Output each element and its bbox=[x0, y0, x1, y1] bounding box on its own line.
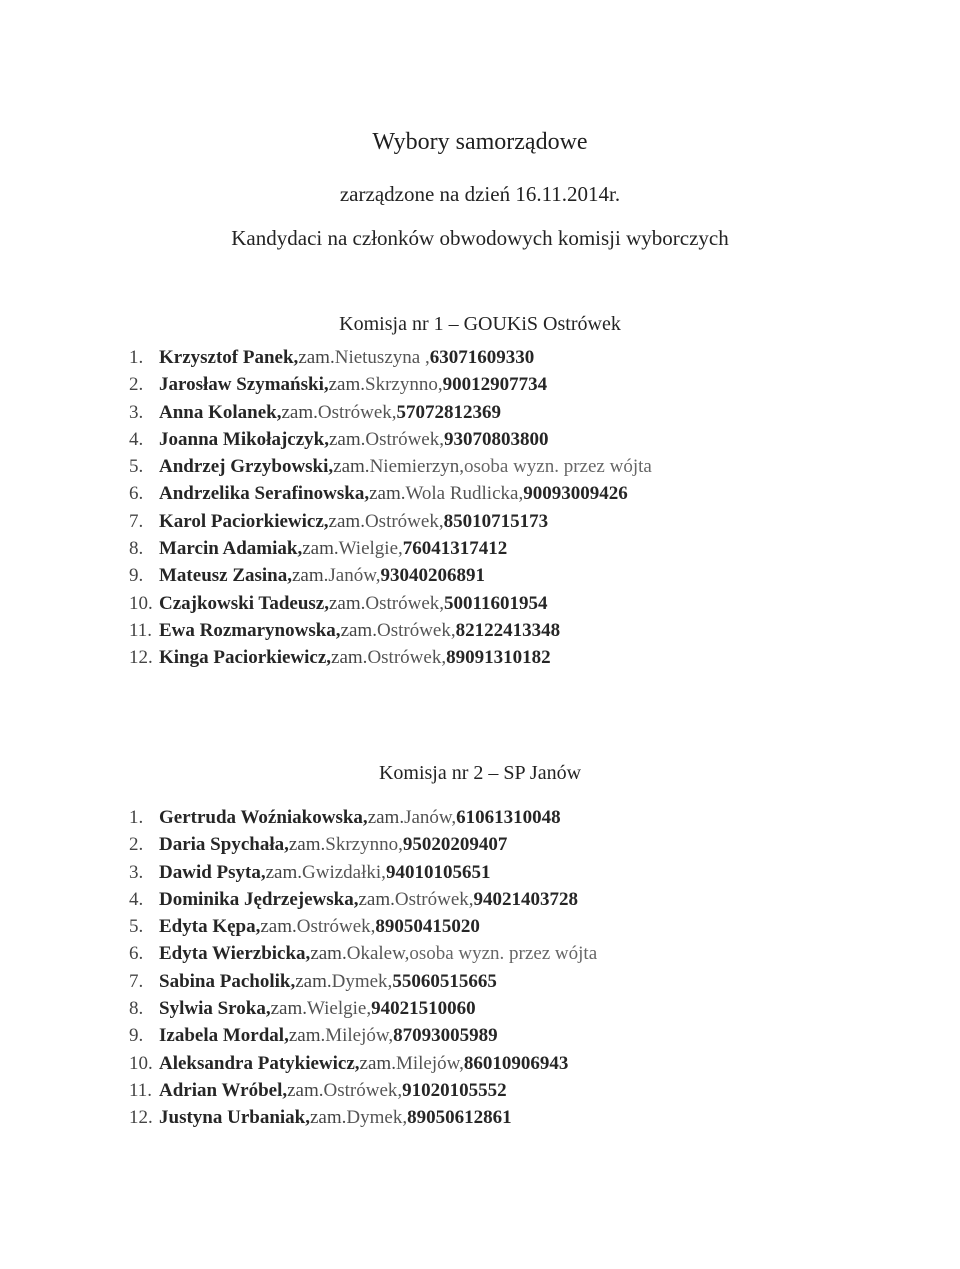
member-residence: Janów, bbox=[404, 807, 457, 828]
residence-label: zam. bbox=[358, 888, 395, 910]
list-item-number: 7. bbox=[129, 510, 144, 532]
residence-label: zam. bbox=[288, 1025, 326, 1047]
member-pesel: 86010906943 bbox=[463, 1052, 569, 1074]
member-name: Aleksandra Patykiewicz, bbox=[159, 1052, 360, 1074]
residence-label: zam. bbox=[328, 428, 366, 450]
election-date-line: zarządzone na dzień 16.11.2014r. bbox=[339, 182, 621, 206]
member-residence: Ostrówek, bbox=[365, 592, 445, 614]
member-pesel: 89050415020 bbox=[375, 916, 480, 938]
list-item-number: 12. bbox=[129, 1107, 153, 1129]
member-name: Andrzelika Serafinowska, bbox=[159, 483, 370, 505]
list-item bbox=[129, 535, 652, 562]
member-name: Dominika Jędrzejewska, bbox=[159, 888, 359, 910]
member-pesel: 89050612861 bbox=[407, 1107, 512, 1129]
member-name: Justyna Urbaniak, bbox=[159, 1107, 310, 1129]
committee-2-member-list bbox=[129, 804, 597, 1132]
list-item-number: 2. bbox=[129, 374, 144, 396]
residence-label: zam. bbox=[292, 565, 329, 587]
list-item bbox=[129, 831, 597, 858]
member-pesel: 55060515665 bbox=[392, 970, 497, 992]
residence-label: zam. bbox=[295, 970, 332, 992]
member-residence: Dymek, bbox=[331, 970, 393, 992]
residence-label: zam. bbox=[310, 943, 347, 965]
member-pesel: 61061310048 bbox=[456, 807, 561, 828]
list-item bbox=[129, 1022, 597, 1049]
member-pesel: 94010105651 bbox=[385, 861, 491, 883]
member-residence: Dymek, bbox=[346, 1107, 408, 1129]
member-pesel: 63071609330 bbox=[429, 347, 535, 368]
member-pesel: 93070803800 bbox=[444, 428, 549, 450]
member-residence: Skrzynno, bbox=[365, 374, 443, 396]
member-name: Ewa Rozmarynowska, bbox=[159, 619, 341, 641]
member-name: Sabina Pacholik, bbox=[159, 970, 296, 992]
member-name: Joanna Mikołajczyk, bbox=[159, 428, 329, 450]
residence-label: zam. bbox=[265, 861, 303, 883]
member-residence: Ostrówek, bbox=[376, 619, 456, 641]
member-name: Marcin Adamiak, bbox=[159, 538, 303, 560]
member-name: Krzysztof Panek, bbox=[159, 347, 299, 368]
list-item-number: 4. bbox=[129, 428, 144, 450]
list-item bbox=[129, 968, 597, 995]
residence-label: zam. bbox=[260, 916, 297, 938]
list-item-number: 8. bbox=[129, 538, 144, 560]
member-residence: Ostrówek, bbox=[394, 888, 474, 910]
member-name: Daria Spychała, bbox=[159, 834, 289, 856]
residence-label: zam. bbox=[302, 538, 339, 560]
member-pesel: 90012907734 bbox=[442, 374, 548, 396]
member-residence: Niemierzyn, bbox=[369, 456, 464, 478]
list-item-number: 9. bbox=[129, 1025, 144, 1047]
member-pesel: 94021403728 bbox=[473, 888, 579, 910]
residence-label: zam. bbox=[369, 483, 406, 505]
member-residence: Wielgie, bbox=[306, 998, 372, 1020]
list-item-number: 4. bbox=[129, 888, 144, 910]
residence-label: zam. bbox=[328, 374, 366, 396]
member-name: Izabela Mordal, bbox=[159, 1025, 289, 1047]
member-name: Adrian Wróbel, bbox=[159, 1079, 288, 1101]
member-residence: Skrzynno, bbox=[325, 834, 403, 856]
list-item-number: 11. bbox=[129, 619, 153, 641]
member-pesel: 57072812369 bbox=[396, 401, 502, 423]
list-item-number: 3. bbox=[129, 401, 144, 423]
list-item-number: 5. bbox=[129, 456, 144, 478]
residence-label: zam. bbox=[310, 1107, 347, 1129]
list-item bbox=[129, 886, 597, 913]
list-item-number: 5. bbox=[129, 916, 144, 938]
member-pesel: 90093009426 bbox=[523, 483, 628, 505]
member-pesel: 89091310182 bbox=[446, 647, 551, 669]
residence-label: zam. bbox=[270, 998, 307, 1020]
member-name: Edyta Kępa, bbox=[159, 916, 261, 938]
member-residence: Gwizdałki, bbox=[302, 861, 386, 883]
residence-label: zam. bbox=[331, 647, 368, 669]
member-pesel: 76041317412 bbox=[402, 538, 508, 560]
member-pesel: 91020105552 bbox=[402, 1079, 507, 1101]
list-item-number: 1. bbox=[129, 807, 144, 828]
list-item-number: 1. bbox=[129, 347, 144, 368]
list-item bbox=[129, 480, 652, 507]
list-item-number: 11. bbox=[129, 1079, 153, 1101]
residence-label: zam. bbox=[287, 1079, 324, 1101]
residence-label: zam. bbox=[328, 510, 365, 532]
member-name: Jarosław Szymański, bbox=[159, 374, 329, 396]
residence-label: zam. bbox=[281, 401, 318, 423]
list-item-number: 6. bbox=[129, 483, 144, 505]
residence-label: zam. bbox=[298, 347, 335, 368]
member-residence: Ostrówek, bbox=[317, 401, 397, 423]
document-subtitle: Kandydaci na członków obwodowych komisji wyborczych bbox=[231, 226, 729, 250]
member-pesel: 50011601954 bbox=[444, 592, 548, 614]
residence-label: zam. bbox=[329, 592, 366, 614]
list-item bbox=[129, 1104, 597, 1131]
list-item bbox=[129, 344, 652, 371]
member-residence: Milejów, bbox=[325, 1025, 394, 1047]
member-pesel: 95020209407 bbox=[402, 834, 508, 856]
member-name: Mateusz Zasina, bbox=[159, 565, 292, 587]
member-name: Czajkowski Tadeusz, bbox=[159, 592, 329, 614]
appointment-note: osoba wyzn. przez wójta bbox=[409, 943, 598, 965]
list-item-number: 8. bbox=[129, 998, 144, 1020]
member-pesel: 82122413348 bbox=[455, 619, 561, 641]
committee-1-heading: Komisja nr 1 – GOUKiS Ostrówek bbox=[339, 313, 621, 335]
document-title: Wybory samorządowe bbox=[372, 129, 588, 155]
appointment-note: osoba wyzn. przez wójta bbox=[464, 456, 652, 478]
committee-2-heading: Komisja nr 2 – SP Janów bbox=[378, 762, 582, 784]
member-residence: Nietuszyna , bbox=[334, 347, 430, 368]
list-item bbox=[129, 1077, 597, 1104]
member-name: Edyta Wierzbicka, bbox=[159, 943, 311, 965]
list-item-number: 10. bbox=[129, 592, 153, 614]
member-name: Karol Paciorkiewicz, bbox=[159, 510, 329, 532]
member-residence: Ostrówek, bbox=[367, 647, 447, 669]
member-name: Anna Kolanek, bbox=[159, 401, 282, 423]
member-residence: Wola Rudlicka, bbox=[405, 483, 524, 505]
list-item bbox=[129, 644, 652, 671]
list-item bbox=[129, 913, 597, 940]
member-residence: Janów, bbox=[328, 565, 381, 587]
member-residence: Okalew, bbox=[346, 943, 410, 965]
list-item-number: 7. bbox=[129, 970, 144, 992]
member-name: Andrzej Grzybowski, bbox=[159, 456, 334, 478]
member-residence: Ostrówek, bbox=[296, 916, 376, 938]
list-item bbox=[129, 426, 652, 453]
list-item bbox=[129, 590, 652, 617]
member-residence: Wielgie, bbox=[338, 538, 403, 560]
residence-label: zam. bbox=[333, 456, 370, 478]
list-item bbox=[129, 617, 652, 644]
list-item-number: 12. bbox=[129, 647, 153, 669]
list-item bbox=[129, 940, 597, 967]
list-item-number: 6. bbox=[129, 943, 144, 965]
list-item-number: 9. bbox=[129, 565, 144, 587]
member-name: Gertruda Woźniakowska, bbox=[159, 807, 368, 828]
committee-1-member-list bbox=[129, 344, 652, 672]
list-item bbox=[129, 995, 597, 1022]
member-pesel: 87093005989 bbox=[393, 1025, 498, 1047]
member-pesel: 85010715173 bbox=[443, 510, 549, 532]
member-residence: Ostrówek, bbox=[365, 428, 444, 450]
list-item bbox=[129, 453, 652, 480]
list-item bbox=[129, 804, 597, 831]
list-item bbox=[129, 508, 652, 535]
list-item-number: 3. bbox=[129, 861, 144, 883]
list-item-number: 2. bbox=[129, 834, 144, 856]
residence-label: zam. bbox=[359, 1052, 396, 1074]
list-item bbox=[129, 371, 652, 398]
list-item bbox=[129, 562, 652, 589]
residence-label: zam. bbox=[340, 619, 377, 641]
list-item bbox=[129, 1050, 597, 1077]
member-name: Dawid Psyta, bbox=[159, 861, 266, 883]
list-item bbox=[129, 859, 597, 886]
member-pesel: 94021510060 bbox=[371, 998, 476, 1020]
member-residence: Milejów, bbox=[395, 1052, 464, 1074]
residence-label: zam. bbox=[288, 834, 326, 856]
member-pesel: 93040206891 bbox=[380, 565, 485, 587]
list-item-number: 10. bbox=[129, 1052, 153, 1074]
member-name: Kinga Paciorkiewicz, bbox=[159, 647, 332, 669]
member-name: Sylwia Sroka, bbox=[159, 998, 271, 1020]
residence-label: zam. bbox=[367, 807, 405, 828]
list-item bbox=[129, 399, 652, 426]
member-residence: Ostrówek, bbox=[323, 1079, 403, 1101]
member-residence: Ostrówek, bbox=[364, 510, 444, 532]
